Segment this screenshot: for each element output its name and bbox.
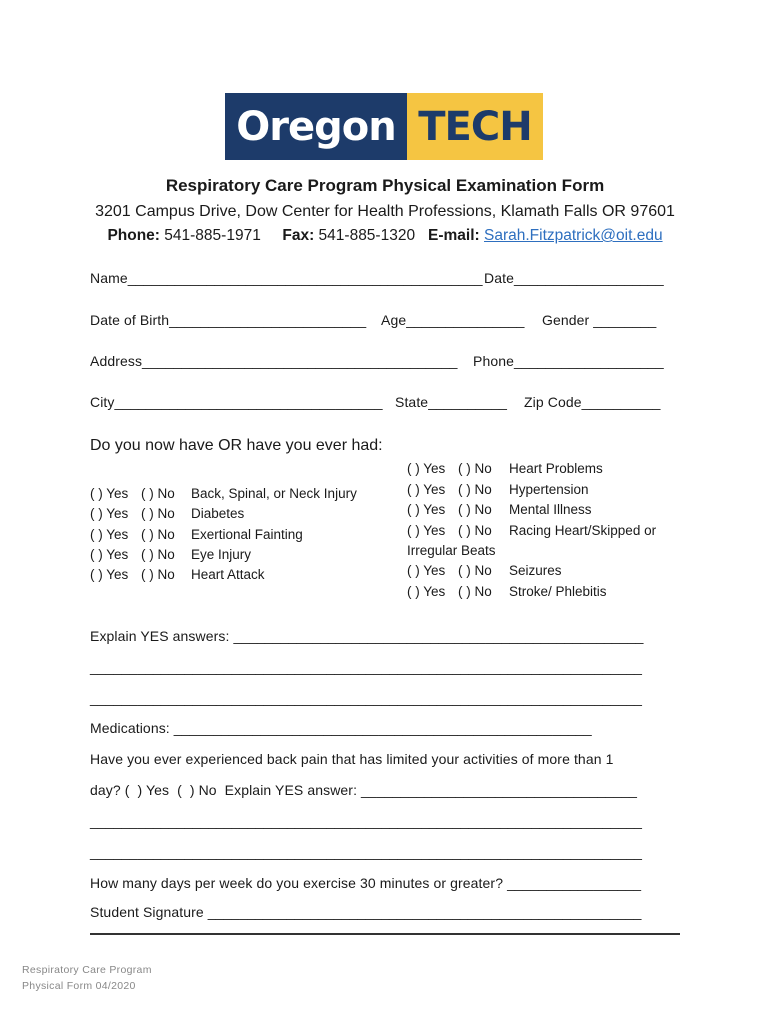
no-option[interactable]: ( ) No (141, 567, 175, 582)
condition-label: Stroke/ Phlebitis (509, 584, 607, 599)
yes-option[interactable]: ( ) Yes (407, 502, 446, 517)
condition-label: Heart Attack (191, 567, 265, 582)
fax-number: 541-885-1320 (318, 227, 416, 244)
program-address: 3201 Campus Drive, Dow Center for Health Professions, Klamath Falls OR 97601 (95, 203, 675, 220)
contact-line (0, 227, 770, 245)
email-label: E-mail: (428, 227, 480, 244)
gender-field[interactable]: Gender ________ (542, 312, 657, 328)
address-field[interactable]: Address________________________________________ (90, 353, 458, 369)
condition-label: Hypertension (509, 482, 589, 497)
fax-label: Fax: (282, 227, 315, 244)
no-option[interactable]: ( ) No (141, 486, 175, 501)
phone-field[interactable]: Phone___________________ (473, 353, 664, 369)
form-title: Respiratory Care Program Physical Examination Form (165, 176, 605, 195)
condition-label: Racing Heart/Skipped or (509, 523, 657, 538)
condition-label: Mental Illness (509, 502, 592, 517)
condition-label: Exertional Fainting (191, 527, 303, 542)
logo-oregon-text: Oregon (225, 93, 407, 160)
yes-option[interactable]: ( ) Yes (407, 461, 446, 476)
no-option[interactable]: ( ) No (458, 482, 492, 497)
yes-option[interactable]: ( ) Yes (90, 567, 129, 582)
yes-option[interactable]: ( ) Yes (407, 482, 446, 497)
no-option[interactable]: ( ) No (141, 547, 175, 562)
explain-yes-field[interactable]: Explain YES answers: ____________________________________________________ (90, 628, 644, 644)
zip-field[interactable]: Zip Code__________ (524, 394, 661, 410)
condition-label: Diabetes (191, 506, 245, 521)
yes-option[interactable]: ( ) Yes (90, 527, 129, 542)
signature-field[interactable]: Student Signature _______________________________________________________ (90, 904, 642, 920)
back-pain-question: Have you ever experienced back pain that has limited your activities of more than 1 (90, 751, 614, 767)
logo-tech-text: TECH (407, 93, 543, 160)
no-option[interactable]: ( ) No (141, 527, 175, 542)
condition-label: Back, Spinal, or Neck Injury (191, 486, 357, 501)
yes-option[interactable]: ( ) Yes (407, 563, 446, 578)
yes-option[interactable]: ( ) Yes (407, 584, 446, 599)
no-option[interactable]: ( ) No (141, 506, 175, 521)
oregon-tech-logo (225, 93, 543, 160)
state-field[interactable]: State__________ (395, 394, 508, 410)
no-option[interactable]: ( ) No (458, 523, 492, 538)
email-link[interactable]: Sarah.Fitzpatrick@oit.edu (484, 227, 663, 244)
yes-option[interactable]: ( ) Yes (90, 547, 129, 562)
condition-label: Heart Problems (509, 461, 603, 476)
explain-blank-line[interactable]: ______________________________________________________________________ (90, 659, 643, 675)
condition-label-wrap: Irregular Beats (407, 543, 496, 558)
history-question: Do you now have OR have you ever had: (90, 437, 383, 454)
yes-option[interactable]: ( ) Yes (90, 486, 129, 501)
medications-field[interactable]: Medications: _____________________________________________________ (90, 720, 592, 736)
name-field[interactable]: Name_____________________________________________ (90, 270, 483, 286)
dob-field[interactable]: Date of Birth_________________________ (90, 312, 367, 328)
footer-program: Respiratory Care Program (22, 964, 152, 976)
no-option[interactable]: ( ) No (458, 584, 492, 599)
no-option[interactable]: ( ) No (458, 502, 492, 517)
back-pain-answer[interactable]: day? ( ) Yes ( ) No Explain YES answer: ___________________________________ (90, 782, 638, 798)
yes-option[interactable]: ( ) Yes (90, 506, 129, 521)
phone-label: Phone: (107, 227, 160, 244)
back-pain-blank-line[interactable]: ______________________________________________________________________ (90, 813, 643, 829)
footer-form-version: Physical Form 04/2020 (22, 980, 136, 992)
divider-rule (90, 933, 680, 935)
exercise-field[interactable]: How many days per week do you exercise 30 minutes or greater? _________________ (90, 875, 642, 891)
date-field[interactable]: Date___________________ (484, 270, 664, 286)
yes-option[interactable]: ( ) Yes (407, 523, 446, 538)
no-option[interactable]: ( ) No (458, 563, 492, 578)
back-pain-blank-line[interactable]: ______________________________________________________________________ (90, 844, 643, 860)
no-option[interactable]: ( ) No (458, 461, 492, 476)
condition-label: Eye Injury (191, 547, 252, 562)
explain-blank-line[interactable]: ______________________________________________________________________ (90, 690, 643, 706)
age-field[interactable]: Age_______________ (381, 312, 525, 328)
condition-label: Seizures (509, 563, 562, 578)
city-field[interactable]: City__________________________________ (90, 394, 383, 410)
phone-number: 541-885-1971 (164, 227, 261, 244)
